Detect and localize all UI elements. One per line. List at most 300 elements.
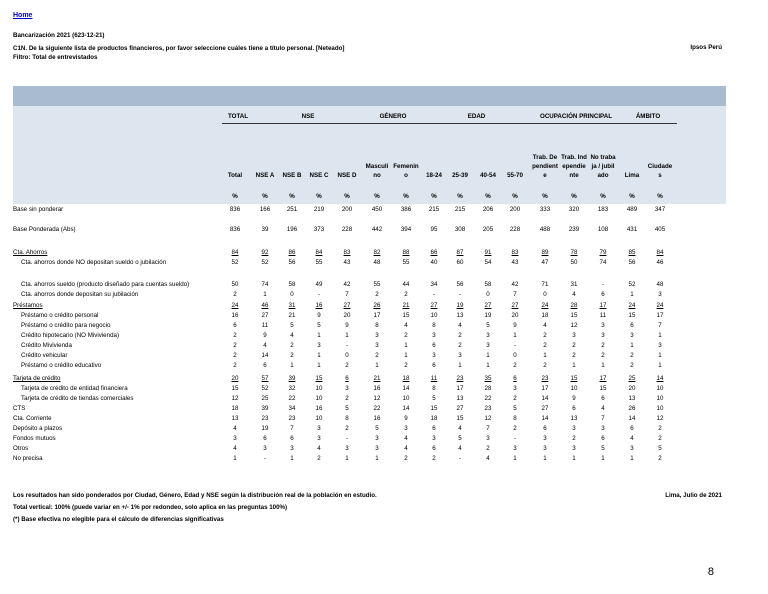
table-cell: 4 bbox=[290, 332, 294, 339]
table-row bbox=[13, 414, 726, 423]
table-cell: 27 bbox=[261, 312, 269, 319]
table-cell: 3 bbox=[543, 435, 547, 442]
table-cell: 55 bbox=[315, 259, 323, 266]
table-cell: 20 bbox=[511, 312, 519, 319]
table-cell: 18 bbox=[430, 415, 438, 422]
group-underline bbox=[364, 123, 422, 124]
table-cell: 183 bbox=[597, 206, 609, 213]
table-row bbox=[13, 351, 726, 360]
table-cell: 52 bbox=[231, 259, 239, 266]
table-cell: 2 bbox=[375, 291, 379, 298]
table-cell: - bbox=[601, 281, 605, 288]
table-cell: 4 bbox=[233, 445, 237, 452]
table-cell: 9 bbox=[513, 322, 517, 329]
table-cell: 21 bbox=[288, 312, 296, 319]
table-cell: 4 bbox=[458, 445, 462, 452]
table-cell: 17 bbox=[541, 385, 549, 392]
row-label: Préstamo o crédito personal bbox=[21, 312, 99, 319]
table-cell: 2 bbox=[233, 352, 237, 359]
table-cell: - bbox=[458, 455, 462, 462]
table-cell: 3 bbox=[375, 445, 379, 452]
column-header bbox=[252, 146, 278, 180]
table-cell: - bbox=[345, 435, 349, 442]
table-cell: 1 bbox=[486, 362, 490, 369]
row-label: Cta. ahorros donde depositan su jubilación bbox=[21, 291, 139, 298]
table-cell: 3 bbox=[630, 332, 634, 339]
percent-symbol: % bbox=[600, 193, 606, 200]
table-cell: 3 bbox=[486, 342, 490, 349]
group-underline bbox=[619, 123, 677, 124]
table-cell: 1 bbox=[404, 342, 408, 349]
table-cell: 8 bbox=[432, 322, 436, 329]
table-cell: 39 bbox=[261, 226, 269, 233]
table-cell: 10 bbox=[656, 385, 664, 392]
table-cell: 7 bbox=[658, 322, 662, 329]
table-cell: 2 bbox=[458, 342, 462, 349]
table-cell: 28 bbox=[484, 385, 492, 392]
table-cell: 74 bbox=[599, 259, 607, 266]
table-cell: 16 bbox=[373, 385, 381, 392]
table-cell: 200 bbox=[341, 206, 353, 213]
table-cell: 2 bbox=[317, 455, 321, 462]
table-cell: 1 bbox=[404, 352, 408, 359]
table-cell: 15 bbox=[402, 312, 410, 319]
home-link[interactable]: Home bbox=[13, 12, 33, 19]
row-label: Crédito Mivivienda bbox=[21, 342, 72, 349]
filter-text: Filtro: Total de entrevistados bbox=[13, 54, 98, 61]
table-cell: 2 bbox=[658, 435, 662, 442]
table-cell: 7 bbox=[290, 425, 294, 432]
table-cell: 3 bbox=[432, 352, 436, 359]
row-label: Base Ponderada (Abs) bbox=[13, 226, 76, 233]
table-cell: 5 bbox=[317, 322, 321, 329]
table-cell: 46 bbox=[261, 302, 269, 309]
column-header bbox=[334, 146, 360, 180]
table-cell: 2 bbox=[375, 352, 379, 359]
table-cell: 14 bbox=[656, 375, 664, 382]
table-cell: 3 bbox=[263, 445, 267, 452]
table-cell: 27 bbox=[430, 302, 438, 309]
table-cell: 84 bbox=[315, 249, 323, 256]
column-header bbox=[306, 146, 332, 180]
table-cell: 6 bbox=[233, 322, 237, 329]
table-cell: 2 bbox=[458, 332, 462, 339]
table-cell: 25 bbox=[261, 395, 269, 402]
table-cell: 79 bbox=[599, 249, 607, 256]
table-cell: 27 bbox=[343, 302, 351, 309]
table-row bbox=[13, 394, 726, 403]
table-cell: 11 bbox=[599, 312, 607, 319]
table-cell: 6 bbox=[345, 375, 349, 382]
table-cell: 16 bbox=[231, 312, 239, 319]
table-cell: 6 bbox=[263, 435, 267, 442]
table-row bbox=[13, 341, 726, 350]
table-row bbox=[13, 454, 726, 463]
row-label: Tarjeta de crédito de entidad financiera bbox=[21, 385, 128, 392]
table-cell: 196 bbox=[286, 226, 298, 233]
table-cell: 2 bbox=[543, 332, 547, 339]
table-cell: 5 bbox=[345, 405, 349, 412]
table-cell: 1 bbox=[543, 352, 547, 359]
table-cell: 56 bbox=[288, 259, 296, 266]
table-cell: 405 bbox=[654, 226, 666, 233]
percent-symbol: % bbox=[232, 193, 238, 200]
table-cell: 57 bbox=[261, 375, 269, 382]
table-cell: 3 bbox=[345, 385, 349, 392]
table-cell: 1 bbox=[513, 332, 517, 339]
table-cell: 228 bbox=[341, 226, 353, 233]
table-cell: 6 bbox=[432, 342, 436, 349]
table-cell: - bbox=[513, 342, 517, 349]
table-row bbox=[13, 301, 726, 310]
table-cell: 9 bbox=[263, 332, 267, 339]
table-cell: 10 bbox=[656, 405, 664, 412]
group-heading: ÁMBITO bbox=[635, 113, 661, 120]
table-cell: 6 bbox=[601, 291, 605, 298]
table-cell: 9 bbox=[345, 322, 349, 329]
table-cell: 2 bbox=[404, 332, 408, 339]
table-cell: 3 bbox=[458, 352, 462, 359]
table-row bbox=[13, 258, 726, 267]
table-cell: 8 bbox=[345, 415, 349, 422]
table-cell: 95 bbox=[430, 226, 438, 233]
table-cell: 3 bbox=[658, 291, 662, 298]
table-cell: 52 bbox=[261, 385, 269, 392]
table-cell: 2 bbox=[658, 425, 662, 432]
table-cell: 6 bbox=[432, 362, 436, 369]
table-cell: 1 bbox=[543, 455, 547, 462]
table-cell: 1 bbox=[317, 352, 321, 359]
report-title: Bancarización 2021 (623-12-21) bbox=[13, 32, 105, 39]
table-cell: 8 bbox=[513, 415, 517, 422]
row-label: Cta. Corriente bbox=[13, 415, 52, 422]
table-cell: 42 bbox=[511, 281, 519, 288]
row-label: Crédito hipotecario (NO Mivivienda) bbox=[21, 332, 120, 339]
table-cell: 3 bbox=[486, 332, 490, 339]
table-cell: 13 bbox=[456, 395, 464, 402]
brand-label: Ipsos Perú bbox=[690, 44, 722, 51]
group-heading: TOTAL bbox=[227, 113, 249, 120]
table-cell: 88 bbox=[402, 249, 410, 256]
row-label: Préstamos bbox=[13, 302, 43, 309]
table-cell: - bbox=[458, 291, 462, 298]
table-cell: 2 bbox=[432, 455, 436, 462]
table-cell: 215 bbox=[428, 206, 440, 213]
table-cell: - bbox=[513, 435, 517, 442]
table-cell: 2 bbox=[601, 342, 605, 349]
table-cell: 48 bbox=[656, 281, 664, 288]
table-cell: 239 bbox=[568, 226, 580, 233]
table-cell: 6 bbox=[432, 425, 436, 432]
column-header-label: 25-39 bbox=[452, 172, 468, 179]
table-cell: 836 bbox=[229, 206, 241, 213]
table-cell: 15 bbox=[570, 375, 578, 382]
percent-symbol: % bbox=[457, 193, 463, 200]
table-cell: 27 bbox=[541, 405, 549, 412]
table-cell: 2 bbox=[630, 362, 634, 369]
column-header-label: No trabaja / jubilado bbox=[590, 154, 616, 179]
table-cell: 31 bbox=[288, 302, 296, 309]
table-cell: - bbox=[345, 342, 349, 349]
group-underline bbox=[222, 123, 254, 124]
table-cell: 836 bbox=[229, 226, 241, 233]
table-cell: 1 bbox=[345, 455, 349, 462]
table-cell: 27 bbox=[484, 302, 492, 309]
table-cell: 8 bbox=[432, 385, 436, 392]
percent-symbol: % bbox=[485, 193, 491, 200]
row-label: No precisa bbox=[13, 455, 43, 462]
table-cell: 56 bbox=[456, 281, 464, 288]
column-header-label: NSE B bbox=[282, 172, 302, 179]
place-date: Lima, Julio de 2021 bbox=[665, 492, 722, 499]
group-heading: NSE bbox=[301, 113, 315, 120]
table-cell: 22 bbox=[484, 395, 492, 402]
table-cell: 15 bbox=[315, 375, 323, 382]
table-cell: 1 bbox=[601, 362, 605, 369]
column-header bbox=[421, 146, 447, 180]
percent-symbol: % bbox=[316, 193, 322, 200]
table-cell: 6 bbox=[601, 395, 605, 402]
table-cell: 206 bbox=[482, 206, 494, 213]
table-cell: 17 bbox=[456, 385, 464, 392]
column-header bbox=[647, 146, 673, 180]
table-cell: 3 bbox=[543, 445, 547, 452]
table-row bbox=[13, 290, 726, 299]
table-cell: 11 bbox=[430, 375, 438, 382]
table-cell: 58 bbox=[484, 281, 492, 288]
table-cell: 3 bbox=[432, 435, 436, 442]
table-cell: 27 bbox=[511, 302, 519, 309]
table-cell: 49 bbox=[315, 281, 323, 288]
table-cell: 3 bbox=[601, 425, 605, 432]
table-cell: 23 bbox=[456, 375, 464, 382]
table-cell: 1 bbox=[572, 362, 576, 369]
table-row bbox=[13, 444, 726, 453]
table-cell: 12 bbox=[484, 415, 492, 422]
table-cell: 24 bbox=[656, 302, 664, 309]
table-cell: 4 bbox=[572, 291, 576, 298]
page-number: 8 bbox=[707, 566, 714, 578]
percent-symbol: % bbox=[571, 193, 577, 200]
table-cell: 1 bbox=[572, 455, 576, 462]
table-cell: 6 bbox=[290, 435, 294, 442]
table-cell: 66 bbox=[430, 249, 438, 256]
table-cell: 18 bbox=[541, 312, 549, 319]
column-header-label: 40-54 bbox=[480, 172, 496, 179]
table-cell: 5 bbox=[375, 425, 379, 432]
table-cell: 205 bbox=[482, 226, 494, 233]
table-cell: 320 bbox=[568, 206, 580, 213]
table-cell: 13 bbox=[231, 415, 239, 422]
column-header-label: Ciudades bbox=[647, 163, 673, 179]
table-cell: 3 bbox=[290, 445, 294, 452]
table-cell: 85 bbox=[628, 249, 636, 256]
row-label: Base sin ponderar bbox=[13, 206, 64, 213]
table-cell: 21 bbox=[373, 375, 381, 382]
table-cell: 228 bbox=[509, 226, 521, 233]
percent-symbol: % bbox=[629, 193, 635, 200]
table-row bbox=[13, 205, 726, 214]
table-cell: 2 bbox=[345, 362, 349, 369]
table-cell: 2 bbox=[572, 342, 576, 349]
column-header bbox=[279, 146, 305, 180]
table-cell: 2 bbox=[572, 435, 576, 442]
percent-symbol: % bbox=[289, 193, 295, 200]
table-cell: 23 bbox=[541, 375, 549, 382]
table-cell: 10 bbox=[430, 312, 438, 319]
table-cell: 22 bbox=[288, 395, 296, 402]
table-cell: 1 bbox=[658, 332, 662, 339]
table-cell: 10 bbox=[315, 395, 323, 402]
table-cell: 6 bbox=[630, 425, 634, 432]
table-cell: - bbox=[317, 291, 321, 298]
table-cell: 10 bbox=[570, 385, 578, 392]
table-cell: 2 bbox=[290, 342, 294, 349]
table-cell: 347 bbox=[654, 206, 666, 213]
table-cell: 4 bbox=[404, 445, 408, 452]
table-row bbox=[13, 331, 726, 340]
table-cell: 4 bbox=[630, 435, 634, 442]
row-label: Otros bbox=[13, 445, 29, 452]
table-cell: 2 bbox=[658, 455, 662, 462]
column-header-label: Femenino bbox=[393, 163, 419, 179]
table-cell: 42 bbox=[343, 281, 351, 288]
row-label: Cta. ahorros donde NO depositan sueldo o jubilación bbox=[21, 259, 167, 266]
table-cell: 15 bbox=[456, 415, 464, 422]
table-cell: 27 bbox=[456, 405, 464, 412]
table-row bbox=[13, 311, 726, 320]
row-label: CTS bbox=[13, 405, 26, 412]
table-cell: - bbox=[432, 291, 436, 298]
table-cell: 219 bbox=[313, 206, 325, 213]
table-cell: 20 bbox=[628, 385, 636, 392]
table-cell: 92 bbox=[261, 249, 269, 256]
column-header bbox=[590, 146, 616, 180]
table-cell: 15 bbox=[430, 405, 438, 412]
table-cell: 19 bbox=[456, 302, 464, 309]
table-cell: 74 bbox=[261, 281, 269, 288]
table-cell: 3 bbox=[658, 342, 662, 349]
table-cell: 15 bbox=[570, 312, 578, 319]
column-header bbox=[222, 146, 248, 180]
table-cell: 4 bbox=[601, 405, 605, 412]
table-cell: 3 bbox=[601, 322, 605, 329]
table-cell: 47 bbox=[541, 259, 549, 266]
table-cell: 442 bbox=[371, 226, 383, 233]
table-cell: 24 bbox=[231, 302, 239, 309]
table-cell: 31 bbox=[570, 281, 578, 288]
table-cell: 3 bbox=[572, 332, 576, 339]
table-cell: 82 bbox=[373, 249, 381, 256]
table-cell: 166 bbox=[259, 206, 271, 213]
table-cell: 24 bbox=[541, 302, 549, 309]
percent-symbol: % bbox=[403, 193, 409, 200]
table-cell: 394 bbox=[400, 226, 412, 233]
table-cell: 78 bbox=[570, 249, 578, 256]
group-underline bbox=[532, 123, 620, 124]
row-label: Cta. Ahorros bbox=[13, 249, 48, 256]
table-cell: 48 bbox=[373, 259, 381, 266]
table-cell: 3 bbox=[630, 445, 634, 452]
table-cell: 386 bbox=[400, 206, 412, 213]
table-row bbox=[13, 225, 726, 234]
table-cell: 55 bbox=[373, 281, 381, 288]
table-cell: 3 bbox=[317, 425, 321, 432]
row-label: Crédito vehicular bbox=[21, 352, 68, 359]
table-row bbox=[13, 248, 726, 257]
table-cell: 1 bbox=[630, 342, 634, 349]
percent-symbol: % bbox=[657, 193, 663, 200]
table-cell: 488 bbox=[539, 226, 551, 233]
table-cell: 17 bbox=[373, 312, 381, 319]
table-cell: 52 bbox=[628, 281, 636, 288]
table-cell: 10 bbox=[656, 395, 664, 402]
column-header-label: Trab. Independiente bbox=[561, 154, 587, 179]
table-cell: 1 bbox=[375, 362, 379, 369]
table-cell: 1 bbox=[290, 362, 294, 369]
table-cell: 14 bbox=[402, 405, 410, 412]
table-cell: 4 bbox=[404, 322, 408, 329]
table-cell: 7 bbox=[486, 425, 490, 432]
table-cell: 43 bbox=[511, 259, 519, 266]
table-cell: 13 bbox=[628, 395, 636, 402]
table-cell: 14 bbox=[541, 415, 549, 422]
table-cell: 15 bbox=[231, 385, 239, 392]
table-cell: 215 bbox=[454, 206, 466, 213]
table-cell: 2 bbox=[233, 291, 237, 298]
table-cell: 6 bbox=[601, 435, 605, 442]
footnote-total: Total vertical: 100% (puede variar en +/- 1% por redondeo, solo aplica en las preguntas 100%) bbox=[13, 504, 288, 511]
table-cell: 24 bbox=[628, 302, 636, 309]
table-cell: 84 bbox=[656, 249, 664, 256]
table-cell: 1 bbox=[513, 455, 517, 462]
table-cell: 26 bbox=[373, 302, 381, 309]
table-cell: 3 bbox=[513, 385, 517, 392]
column-header-label: NSE D bbox=[337, 172, 357, 179]
table-cell: 9 bbox=[317, 312, 321, 319]
table-cell: 2 bbox=[404, 362, 408, 369]
column-header bbox=[393, 146, 419, 180]
table-cell: 2 bbox=[345, 425, 349, 432]
table-cell: 10 bbox=[402, 395, 410, 402]
table-cell: 0 bbox=[543, 291, 547, 298]
table-cell: 1 bbox=[317, 332, 321, 339]
table-cell: 26 bbox=[628, 405, 636, 412]
table-cell: 34 bbox=[430, 281, 438, 288]
table-cell: 34 bbox=[288, 405, 296, 412]
table-cell: 9 bbox=[404, 415, 408, 422]
table-cell: 8 bbox=[375, 322, 379, 329]
table-cell: 14 bbox=[628, 415, 636, 422]
table-cell: 25 bbox=[628, 375, 636, 382]
table-cell: 16 bbox=[315, 302, 323, 309]
table-cell: 6 bbox=[630, 322, 634, 329]
table-cell: 1 bbox=[601, 455, 605, 462]
table-cell: 5 bbox=[601, 445, 605, 452]
table-cell: 60 bbox=[456, 259, 464, 266]
table-cell: 50 bbox=[231, 281, 239, 288]
table-cell: 15 bbox=[599, 385, 607, 392]
group-underline bbox=[421, 123, 532, 124]
row-label: Cta. ahorros sueldo (producto diseñado para cuentas sueldo) bbox=[21, 281, 190, 288]
table-cell: 84 bbox=[231, 249, 239, 256]
table-cell: 2 bbox=[630, 352, 634, 359]
table-cell: 5 bbox=[290, 322, 294, 329]
table-cell: 3 bbox=[317, 435, 321, 442]
table-header-strip bbox=[13, 86, 726, 106]
table-cell: 5 bbox=[486, 322, 490, 329]
column-header bbox=[447, 146, 473, 180]
